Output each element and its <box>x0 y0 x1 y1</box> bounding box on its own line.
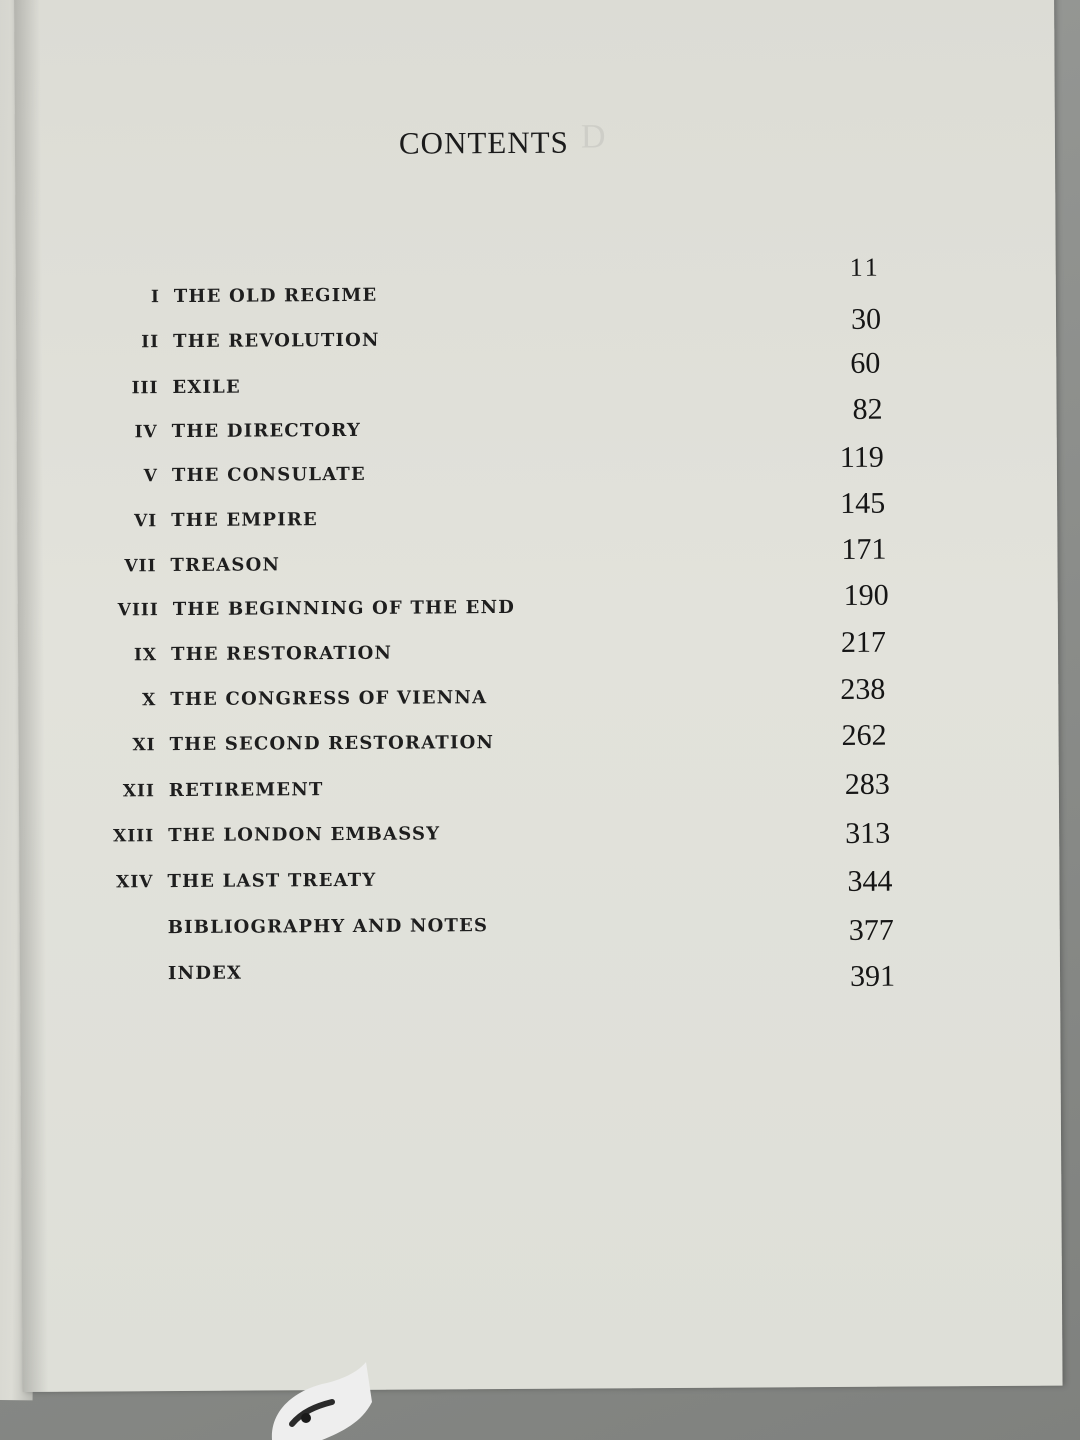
book-page <box>14 0 1063 1392</box>
toc-entry <box>19 726 1059 762</box>
page-number: 377 <box>848 913 894 947</box>
chapter-numeral: VII <box>124 556 157 577</box>
chapter-numeral: VI <box>134 511 158 532</box>
page-number: 145 <box>840 486 886 520</box>
chapter-numeral: I <box>150 287 160 308</box>
toc-entry <box>16 278 1056 314</box>
binder-clip-icon <box>262 1362 372 1440</box>
toc-entry <box>19 772 1059 808</box>
toc-entry <box>16 369 1056 405</box>
chapter-numeral: XI <box>132 735 156 756</box>
page-number: 190 <box>843 578 889 612</box>
chapter-numeral: XIII <box>113 826 155 847</box>
first-page-number: 11 <box>849 252 881 282</box>
page-number: 217 <box>840 625 887 659</box>
chapter-title: THE SECOND RESTORATION <box>169 732 495 756</box>
page-number: 238 <box>840 672 886 706</box>
chapter-title: THE BEGINNING OF THE END <box>172 596 516 621</box>
chapter-title: THE EMPIRE <box>171 509 318 532</box>
page-number: 344 <box>847 864 893 898</box>
chapter-numeral: III <box>131 378 159 399</box>
show-through-text: D <box>580 118 606 156</box>
chapter-numeral: V <box>143 466 159 487</box>
chapter-title: THE REVOLUTION <box>173 329 380 353</box>
toc-entry <box>17 413 1057 449</box>
chapter-title: RETIREMENT <box>168 779 324 802</box>
page-number: 171 <box>841 532 887 566</box>
chapter-numeral: X <box>142 690 157 711</box>
chapter-title: EXILE <box>172 376 241 399</box>
toc-entry <box>18 591 1058 627</box>
chapter-title: TREASON <box>170 554 281 577</box>
page-number: 391 <box>849 959 896 993</box>
page-number: 262 <box>841 718 887 752</box>
toc-entry <box>19 863 1059 899</box>
chapter-numeral: VIII <box>117 600 159 621</box>
page-number: 82 <box>852 392 883 426</box>
page-title: CONTENTS <box>398 124 569 161</box>
chapter-title: THE LAST TREATY <box>167 869 377 893</box>
toc-entry <box>17 457 1057 493</box>
page-number: 283 <box>844 767 890 801</box>
chapter-title: THE OLD REGIME <box>173 284 378 308</box>
page-number: 30 <box>850 302 882 336</box>
toc-entry <box>17 547 1057 583</box>
chapter-title: BIBLIOGRAPHY AND NOTES <box>167 915 489 939</box>
chapter-numeral: IX <box>133 645 158 666</box>
chapter-numeral: IV <box>134 422 158 443</box>
chapter-numeral: XIV <box>116 872 154 893</box>
chapter-title: THE RESTORATION <box>170 642 393 666</box>
chapter-title: THE LONDON EMBASSY <box>168 823 441 847</box>
toc-entry <box>19 817 1059 853</box>
toc-entry <box>20 955 1060 991</box>
chapter-title: THE DIRECTORY <box>171 419 362 443</box>
chapter-title: THE CONGRESS OF VIENNA <box>170 687 488 711</box>
toc-entry <box>18 636 1058 672</box>
chapter-numeral: II <box>141 332 160 353</box>
toc-entry <box>16 323 1056 359</box>
page-number: 119 <box>839 440 884 474</box>
toc-entry <box>17 502 1057 538</box>
chapter-title: THE CONSULATE <box>171 463 366 487</box>
toc-entry <box>20 909 1060 945</box>
page-number: 313 <box>845 816 891 850</box>
chapter-title: INDEX <box>167 962 243 985</box>
page-number: 60 <box>850 346 881 380</box>
chapter-numeral: XII <box>122 781 155 802</box>
toc-entry <box>18 681 1058 717</box>
